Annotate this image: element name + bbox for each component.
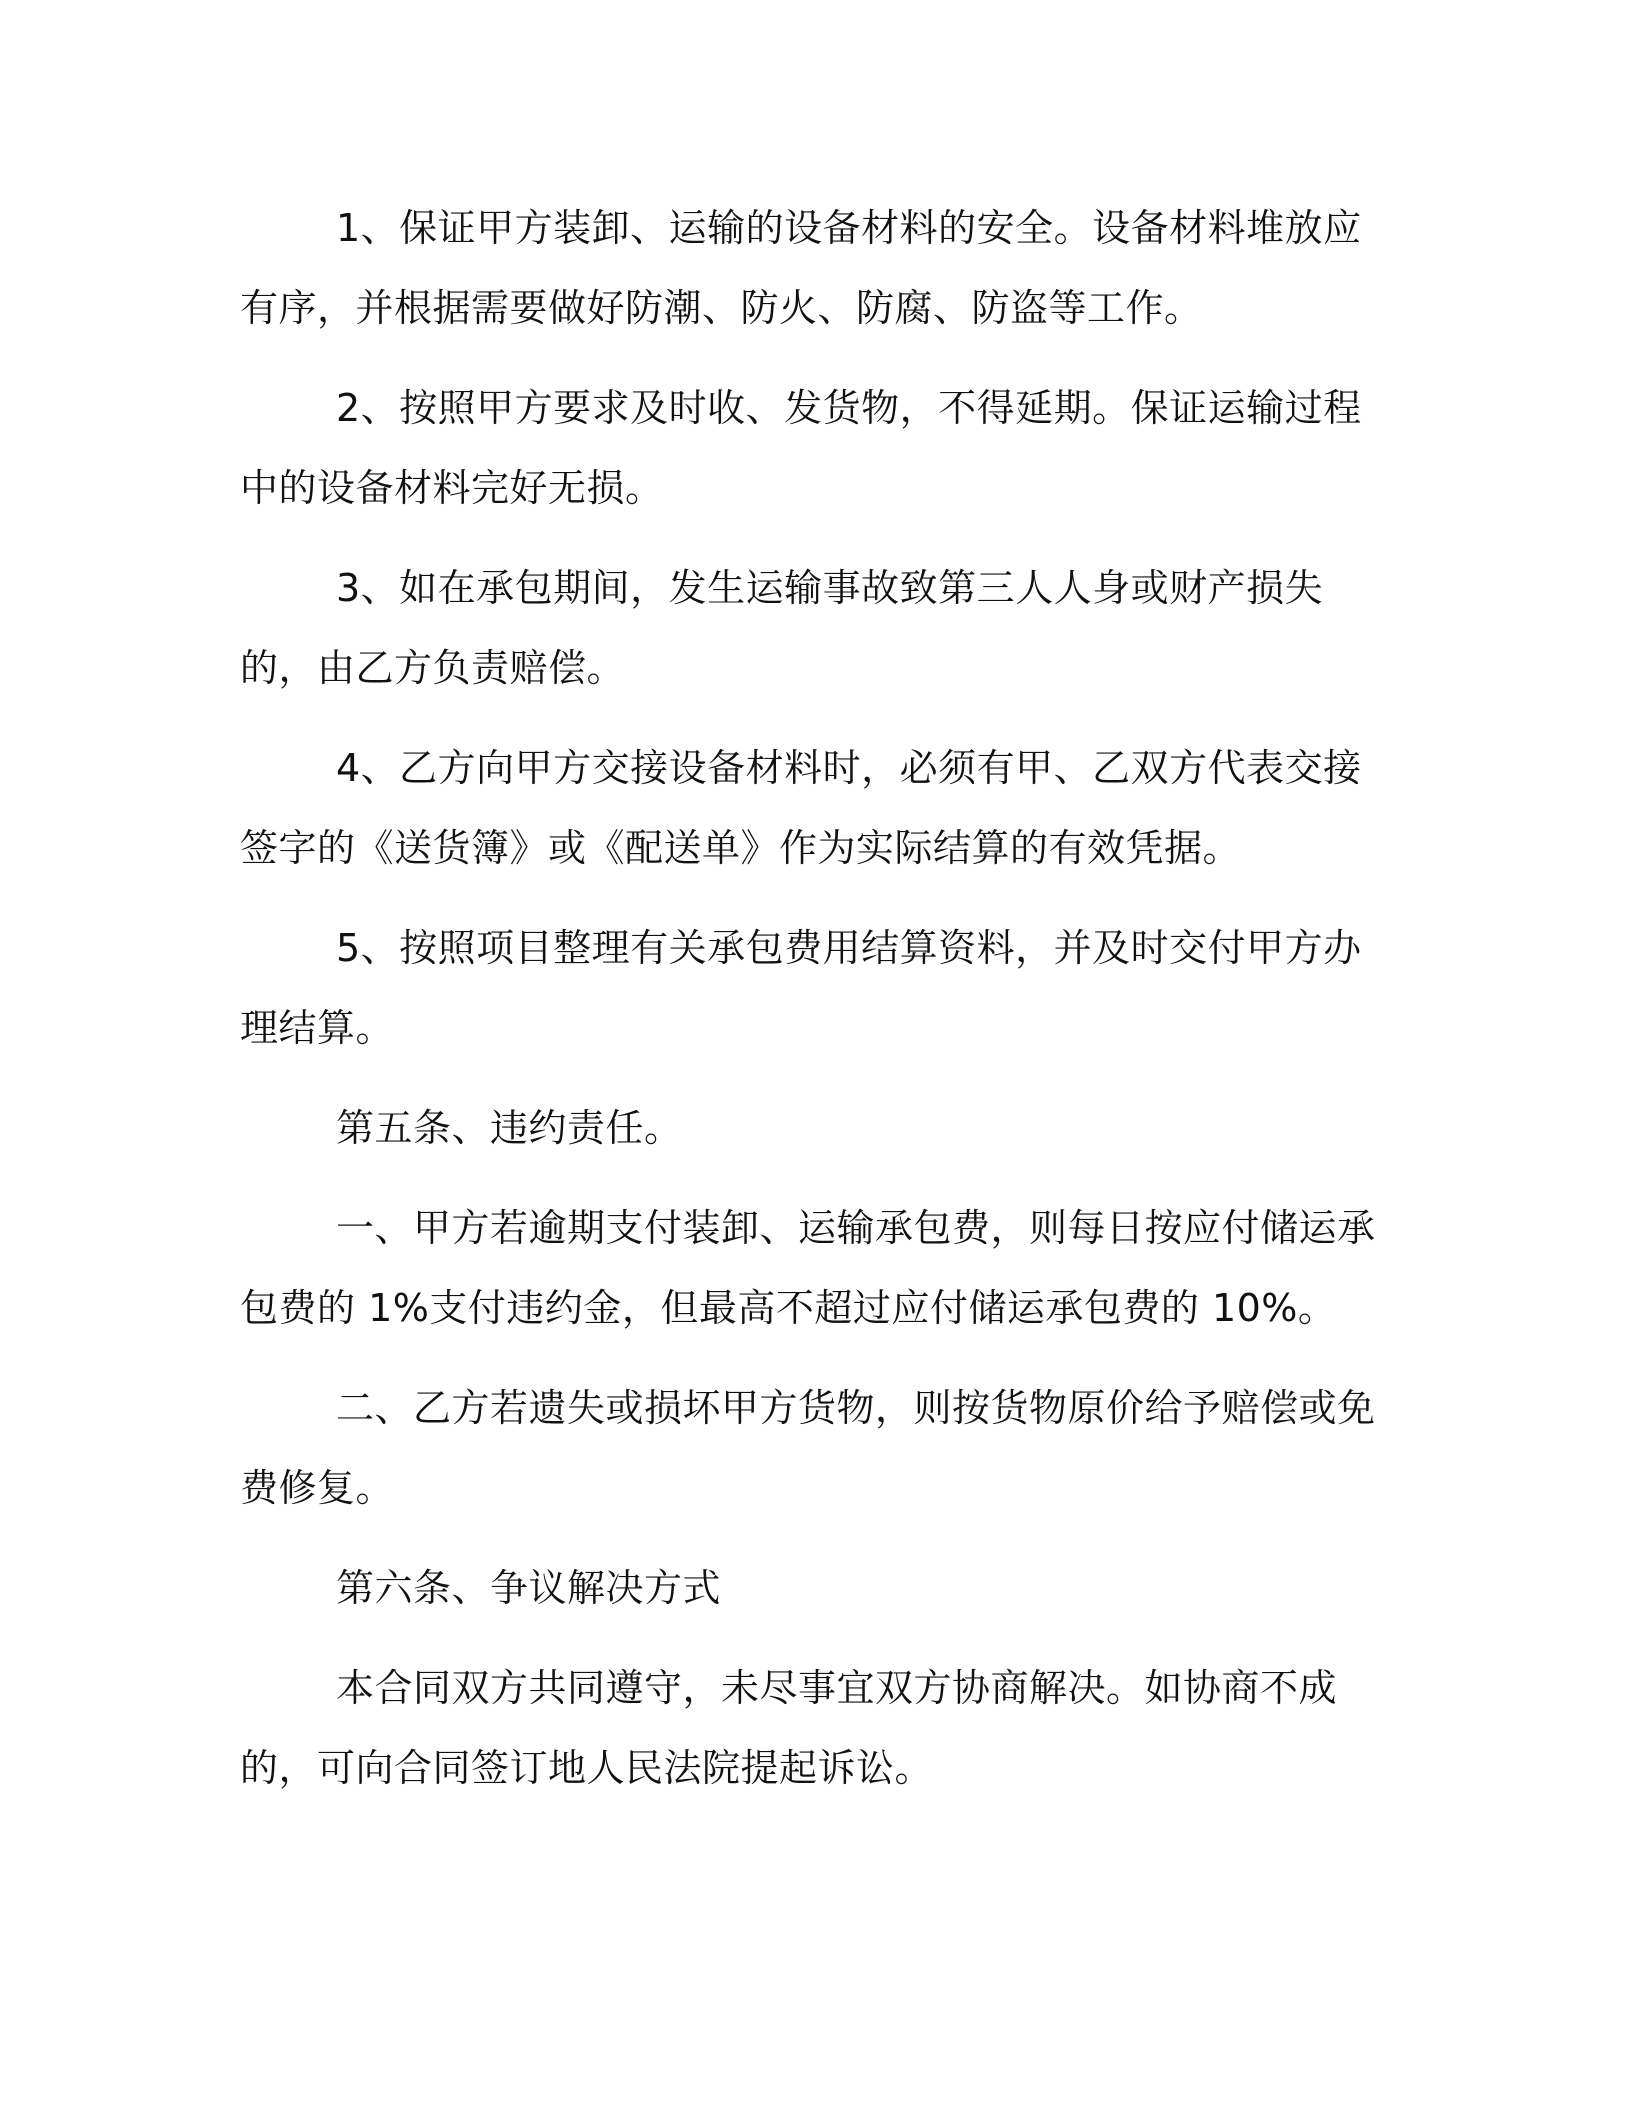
clause-item-4: 4、乙方向甲方交接设备材料时，必须有甲、乙双方代表交接签字的《送货簿》或《配送单》作为实际结算的有效凭据。 [240, 746, 1362, 870]
section-heading-breach-liability: 第五条、违约责任。 [336, 1106, 683, 1150]
document-body [240, 188, 1390, 1828]
clause-item-3: 3、如在承包期间，发生运输事故致第三人人身或财产损失的，由乙方负责赔偿。 [240, 566, 1324, 690]
breach-clause-2: 二、乙方若遗失或损坏甲方货物，则按货物原价给予赔偿或免费修复。 [240, 1386, 1376, 1510]
clause-item-1: 1、保证甲方装卸、运输的设备材料的安全。设备材料堆放应有序，并根据需要做好防潮、防火、防腐、防盗等工作。 [240, 206, 1362, 330]
breach-clause-1: 一、甲方若逾期支付装卸、运输承包费，则每日按应付储运承包费的 1%支付违约金，但最高不超过应付储运承包费的 10%。 [240, 1206, 1376, 1330]
clause-item-2: 2、按照甲方要求及时收、发货物，不得延期。保证运输过程中的设备材料完好无损。 [240, 386, 1362, 510]
dispute-clause: 本合同双方共同遵守，未尽事宜双方协商解决。如协商不成的，可向合同签订地人民法院提起诉讼。 [240, 1666, 1338, 1790]
clause-item-5: 5、按照项目整理有关承包费用结算资料，并及时交付甲方办理结算。 [240, 926, 1362, 1050]
section-heading-dispute-resolution: 第六条、争议解决方式 [336, 1566, 722, 1610]
